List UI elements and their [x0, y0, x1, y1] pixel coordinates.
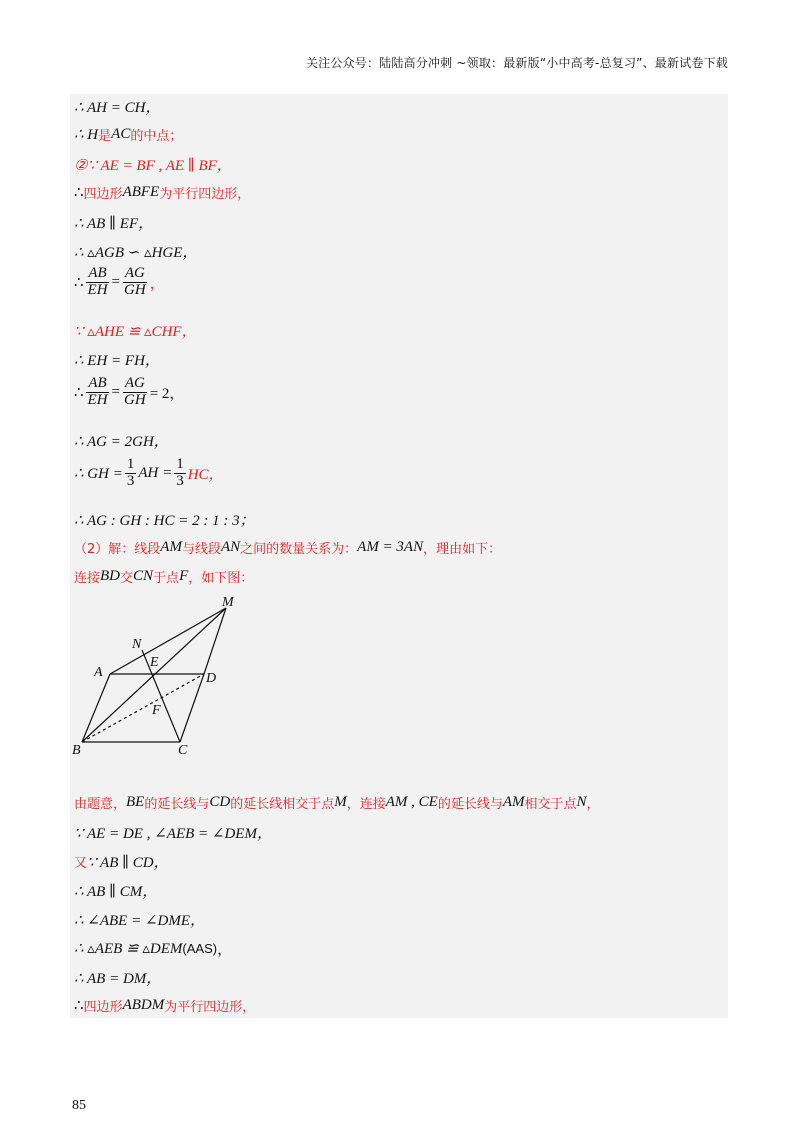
line-8: ∵ ▵AHE ≌ ▵CHF， — [74, 324, 197, 340]
label-c: C — [178, 743, 188, 758]
label-n: N — [132, 637, 142, 652]
segment-am — [110, 608, 226, 674]
fraction: $\frac{1}{3}$ — [176, 456, 184, 489]
line-14: （2）解：线段 AM 与线段 AN 之间的数量关系为： AM = 3AN ，理由如下： — [74, 539, 502, 557]
fraction: $\frac{AG}{GH}$ — [124, 375, 146, 408]
line-19: ∴ AB ∥ CM， — [74, 884, 158, 900]
fraction: $\frac{AG}{GH}$ — [124, 265, 146, 298]
line-12: ∴ GH = $\frac{1}{3}$ AH = $\frac{1}{3}$ HC， — [74, 456, 224, 489]
line-18: 又 ∵ AB ∥ CD， — [74, 855, 169, 871]
label-d: D — [206, 671, 217, 686]
line-17: ∵ AE = DE , ∠AEB = ∠DEM， — [74, 826, 272, 842]
line-6: ∴ ▵AGB ∽ ▵HGE， — [74, 245, 198, 261]
label-e: E — [150, 655, 159, 670]
line-22: ∴ AB = DM， — [74, 971, 162, 987]
line-9: ∴ EH = FH， — [74, 353, 160, 369]
line-13: ∴ AG : GH : HC = 2 : 1 : 3； — [74, 513, 255, 529]
page-header: 关注公众号：陆陆高分冲刺 ~领取：最新版“小中高考-总复习”、最新试卷下载 — [305, 56, 728, 70]
segment-cn — [142, 650, 180, 742]
fraction: $\frac{AB}{EH}$ — [87, 375, 108, 408]
label-a: A — [94, 665, 103, 680]
line-15: 连接 BD 交 CN 于点 F ，如下图： — [74, 568, 254, 586]
segment-bd-dashed — [82, 674, 204, 742]
label-m: M — [222, 595, 234, 610]
line-4: ∴ 四边形 ABFE 为平行四边形， — [74, 184, 251, 202]
segment-dc — [180, 674, 204, 742]
solution-content — [70, 94, 728, 1018]
line-3: ②∵ AE = BF , AE ∥ BF， — [74, 158, 232, 174]
fraction: $\frac{AB}{EH}$ — [87, 265, 108, 298]
line-21: ∴ ▵AEB ≌ ▵DEM (AAS) ， — [74, 941, 233, 958]
line-11: ∴ AG = 2GH， — [74, 434, 169, 450]
line-20: ∴ ∠ABE = ∠DME， — [74, 913, 206, 929]
line-2: ∴ H 是 AC 的中点； — [74, 126, 183, 144]
line-1: ∴ AH = CH， — [74, 100, 161, 116]
geometry-figure — [70, 592, 260, 762]
line-10: ∴ $\frac{AB}{EH}$ = $\frac{AG}{GH}$ = 2， — [74, 375, 185, 408]
label-f: F — [152, 703, 161, 718]
fraction: $\frac{1}{3}$ — [126, 456, 135, 489]
segment-ba — [82, 674, 110, 742]
segment-bm — [82, 608, 226, 742]
line-5: ∴ AB ∥ EF， — [74, 216, 154, 232]
line-7: ∴ $\frac{AB}{EH}$ = $\frac{AG}{GH}$ ， — [74, 265, 165, 298]
line-16: 由题意， BE 的延长线与 CD 的延长线相交于点 M ，连接 AM , CE 的延长线与 AM 相交于点 N ， — [74, 794, 600, 812]
page-number: 85 — [72, 1098, 86, 1113]
label-b: B — [72, 743, 81, 758]
line-23: ∴ 四边形 ABDM 为平行四边形， — [74, 997, 256, 1015]
